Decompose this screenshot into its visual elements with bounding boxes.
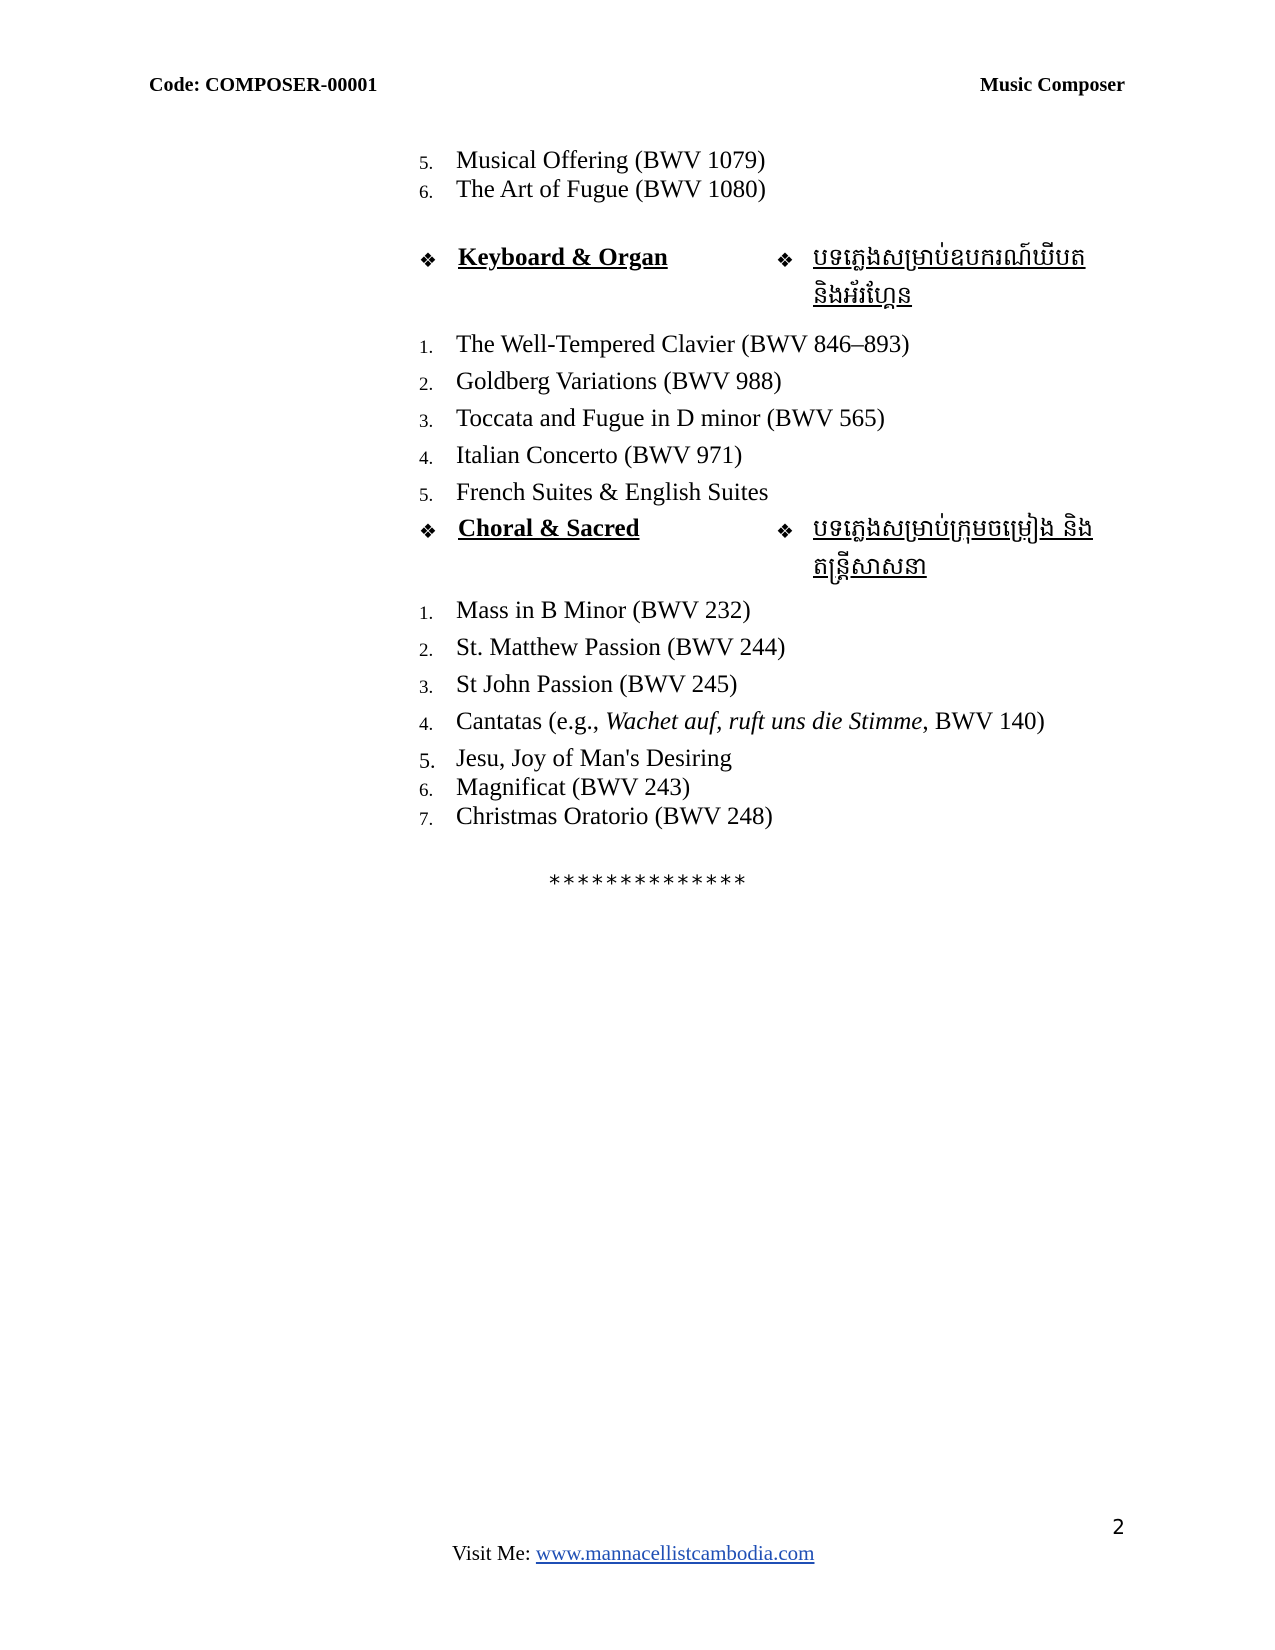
list-number: 3.	[419, 411, 434, 432]
document-title: Music Composer	[980, 74, 1125, 96]
list-number: 3.	[419, 677, 434, 698]
list-number: 1.	[419, 337, 434, 358]
list-number: 2.	[419, 640, 434, 661]
list-text: Italian Concerto (BWV 971)	[456, 442, 743, 469]
list-text: Mass in B Minor (BWV 232)	[456, 597, 751, 624]
list-text	[456, 708, 1045, 736]
list-text: Magnificat (BWV 243)	[456, 774, 691, 801]
list-number: 6.	[419, 780, 434, 801]
website-link[interactable]: www.mannacellistcambodia.com	[535, 1541, 815, 1565]
list-text: The Art of Fugue (BWV 1080)	[456, 176, 766, 203]
list-number: 5.	[419, 748, 436, 773]
page-number: 2	[1112, 1515, 1125, 1539]
footer	[452, 1541, 814, 1566]
list-text: Christmas Oratorio (BWV 248)	[456, 803, 773, 830]
cantata-suffix: , BWV 140)	[922, 708, 1045, 735]
cantata-prefix: Cantatas (e.g.,	[456, 708, 606, 735]
list-number: 4.	[419, 448, 434, 469]
list-number: 5.	[419, 485, 434, 506]
section-separator: **************	[548, 872, 748, 897]
list-text: French Suites & English Suites	[456, 479, 769, 506]
list-number: 2.	[419, 374, 434, 395]
diamond-bullet-icon: ❖	[419, 519, 437, 543]
section-title-en: Keyboard & Organ	[458, 244, 668, 271]
list-text: Musical Offering (BWV 1079)	[456, 147, 766, 174]
section-title-en: Choral & Sacred	[458, 515, 640, 542]
footer-label: Visit Me:	[452, 1541, 536, 1565]
list-number: 6.	[419, 182, 434, 203]
list-number: 7.	[419, 809, 434, 830]
cantata-title: Wachet auf, ruft uns die Stimme	[605, 708, 923, 735]
section-title-km: បទភ្លេងសម្រាប់ក្រុមចម្រៀង និងតន្ត្រីសាសនា	[813, 514, 1093, 580]
list-text: Goldberg Variations (BWV 988)	[456, 368, 782, 395]
list-number: 4.	[419, 714, 434, 735]
list-text: Toccata and Fugue in D minor (BWV 565)	[456, 405, 885, 432]
document-code: Code: COMPOSER-00001	[149, 74, 378, 96]
list-number: 1.	[419, 603, 434, 624]
section-title-km: បទភ្លេងសម្រាប់ឧបករណ៍ឃីបត និងអ័រហ្គែន	[813, 243, 1086, 309]
list-text: The Well-Tempered Clavier (BWV 846–893)	[456, 331, 910, 358]
diamond-bullet-icon: ❖	[776, 519, 794, 543]
diamond-bullet-icon: ❖	[776, 248, 794, 272]
list-text: St. Matthew Passion (BWV 244)	[456, 634, 786, 661]
list-text: Jesu, Joy of Man's Desiring	[456, 745, 733, 772]
diamond-bullet-icon: ❖	[419, 248, 437, 272]
list-number: 5.	[419, 153, 434, 174]
list-text: St John Passion (BWV 245)	[456, 671, 738, 698]
